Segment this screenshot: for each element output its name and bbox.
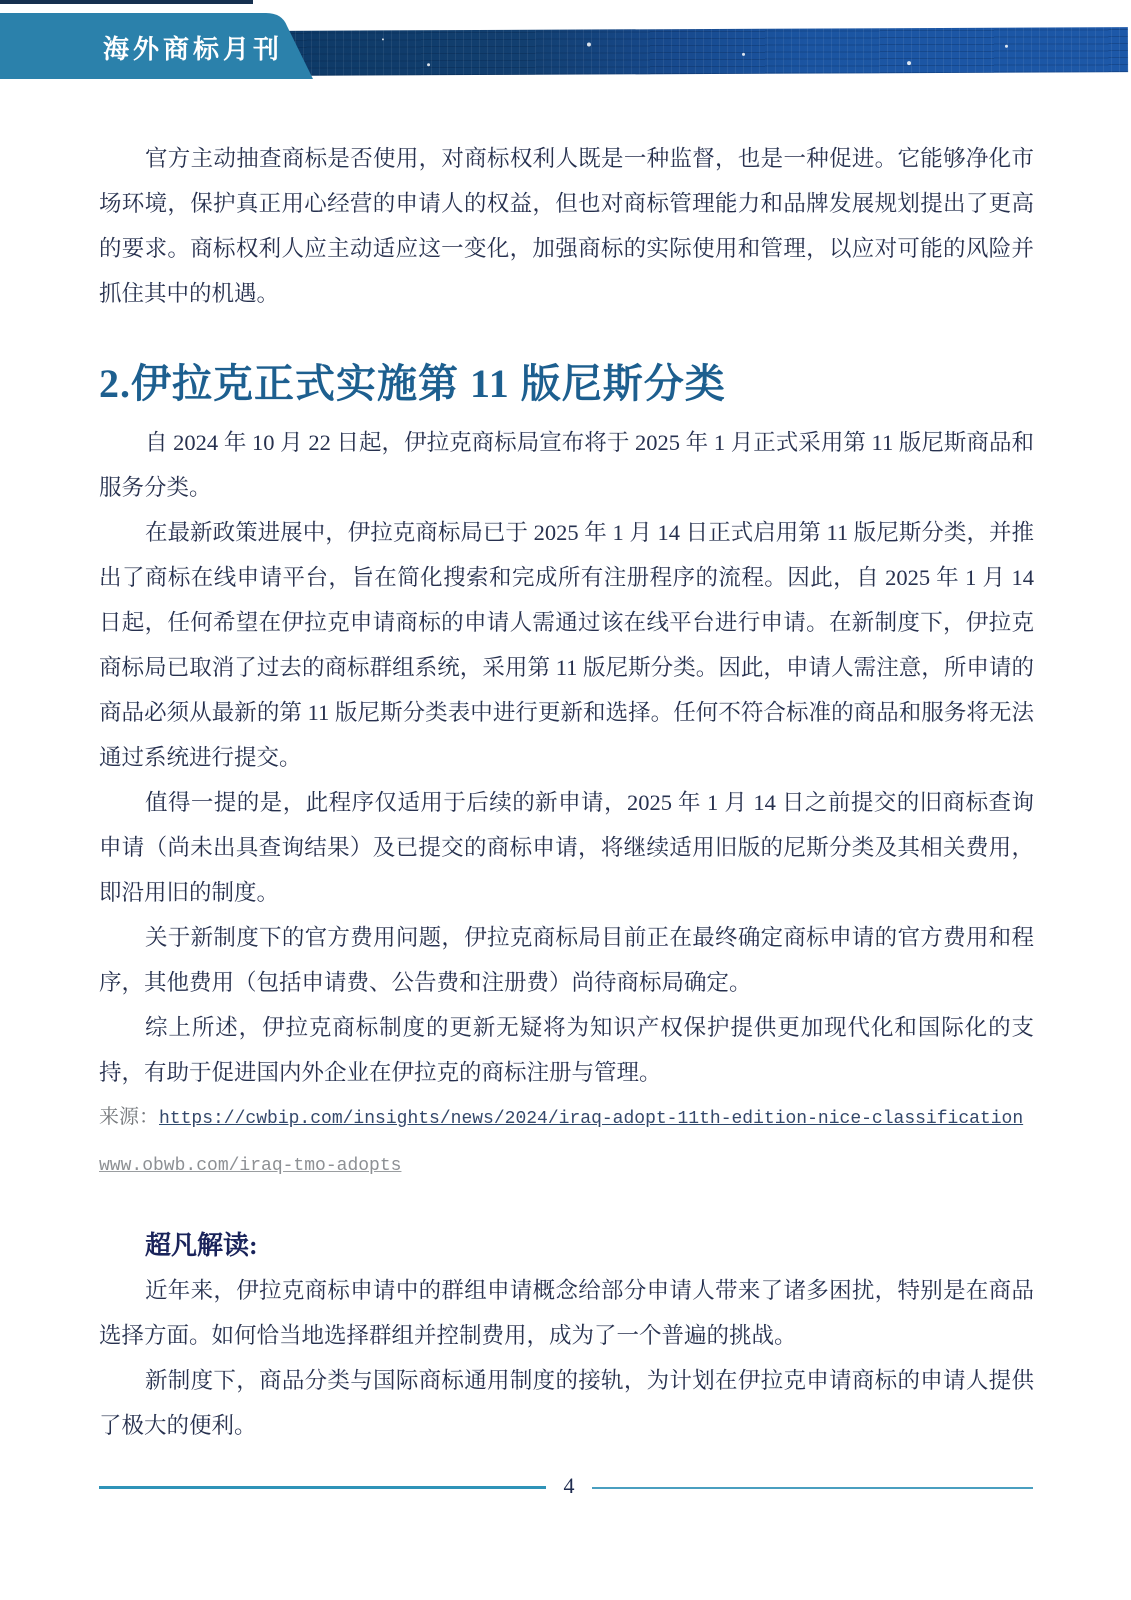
source-line: [99, 1095, 1034, 1142]
page-number: 4: [563, 1473, 575, 1498]
analysis-paragraph: 近年来，伊拉克商标申请中的群组申请概念给部分申请人带来了诸多困扰，特别是在商品选择方面。如何恰当地选择群组并控制费用，成为了一个普遍的挑战。: [99, 1278, 1034, 1348]
article-paragraph: 值得一提的是，此程序仅适用于后续的新申请，2025 年 1 月 14 日之前提交的旧商标查询申请（尚未出具查询结果）及已提交的商标申请，将继续适用旧版的尼斯分类及其相关费用，即沿用旧的制度。: [99, 790, 1034, 905]
footer-rule-left: [99, 1486, 546, 1489]
article-paragraph: 综上所述，伊拉克商标制度的更新无疑将为知识产权保护提供更加现代化和国际化的支持，有助于促进国内外企业在伊拉克的商标注册与管理。: [99, 1015, 1034, 1085]
article-paragraph: 在最新政策进展中，伊拉克商标局已于 2025 年 1 月 14 日正式启用第 11 版尼斯分类，并推出了商标在线申请平台，旨在简化搜索和完成所有注册程序的流程。因此，自 2025 年 1 月 14 日起，任何希望在伊拉克申请商标的申请人需通过该在线平台进行申请。在新制度下，伊拉克商标局已取消了过去的商标群组系统，采用第 11 版尼斯分类。因此，申请人需注意，所申请的商品必须从最新的第 11 版尼斯分类表中进行更新和选择。任何不符合标准的商品和服务将无法通过系统进行提交。: [99, 520, 1034, 770]
source-link-primary[interactable]: https://cwbip.com/insights/news/2024/iraq-adopt-11th-edition-nice-classification: [159, 1109, 1024, 1129]
article-paragraph: 关于新制度下的官方费用问题，伊拉克商标局目前正在最终确定商标申请的官方费用和程序，其他费用（包括申请费、公告费和注册费）尚待商标局确定。: [99, 925, 1034, 995]
source-link-secondary[interactable]: www.obwb.com/iraq-tmo-adopts: [99, 1156, 402, 1176]
footer-rule-right: [592, 1487, 1033, 1489]
masthead-title: 海外商标月刊: [103, 34, 284, 64]
source-label: 来源：: [99, 1106, 159, 1128]
analysis-paragraph: 新制度下，商品分类与国际商标通用制度的接轨，为计划在伊拉克申请商标的申请人提供了极大的便利。: [99, 1368, 1034, 1438]
analysis-heading: 超凡解读:: [145, 1231, 258, 1260]
article-paragraph: 自 2024 年 10 月 22 日起，伊拉克商标局宣布将于 2025 年 1 月正式采用第 11 版尼斯商品和服务分类。: [99, 430, 1034, 500]
intro-paragraph: 官方主动抽查商标是否使用，对商标权利人既是一种监督，也是一种促进。它能够净化市场环境，保护真正用心经营的申请人的权益，但也对商标管理能力和品牌发展规划提出了更高的要求。商标权利人应主动适应这一变化，加强商标的实际使用和管理，以应对可能的风险并抓住其中的机遇。: [99, 146, 1034, 306]
source-line: [99, 1142, 1034, 1189]
article-body: [99, 0, 1034, 1448]
section-heading: 2.伊拉克正式实施第 11 版尼斯分类: [99, 361, 726, 406]
